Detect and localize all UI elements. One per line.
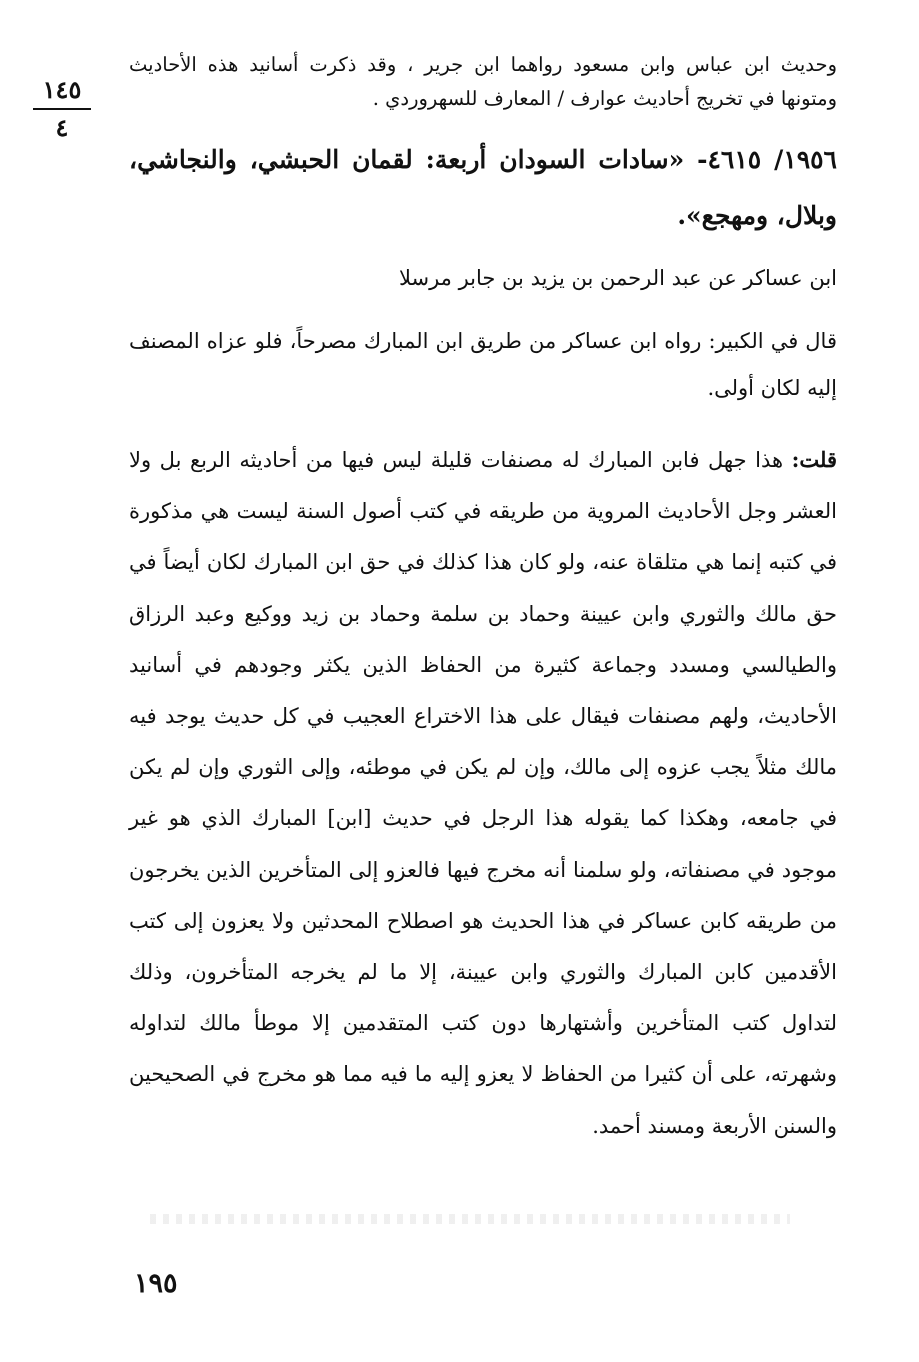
commentary-paragraph bbox=[129, 434, 837, 1152]
kabir-quote-paragraph: قال في الكبير: رواه ابن عساكر من طريق ابن المبارك مصرحاً، فلو عزاه المصنف إليه لكان أولى. bbox=[129, 329, 837, 400]
footnote-top-paragraph: وحديث ابن عباس وابن مسعود رواهما ابن جرير ، وقد ذكرت أسانيد هذه الأحاديث ومتونها في تخريج أحاديث عوارف / المعارف للسهروردي . bbox=[129, 53, 837, 110]
margin-reference-bottom: ٤ bbox=[55, 113, 69, 142]
commentary-text: هذا جهل فابن المبارك له مصنفات قليلة ليس فيها من أحاديثه الربع بل ولا العشر وجل الأحاديث المروية من طريقه في كتب أصول السنة ليست هي مذكورة في كتبه إنما هي متلقاة عنه، ولو كان هذا كذلك في حق ابن المبارك لكان أيضاً في حق مالك والثوري وابن عيينة وحماد بن سلمة وحماد بن زيد ووكيع وعبد الرزاق والطيالسي ومسدد وجماعة كثيرة من الحفاظ الذين يكثر وجودهم في أسانيد الأحاديث، ولهم مصنفات فيقال على هذا الاختراع العجيب في كل حديث يوجد فيه مالك مثلاً يجب عزوه إلى مالك، وإن لم يكن في موطئه، وإلى الثوري وإن لم يكن في جامعه، وهكذا كما يقوله هذا الرجل في حديث [ابن] المبارك الذي هو غير موجود في مصنفاته، ولو سلمنا أنه مخرج فيها فالعزو إلى المتأخرين الذين يخرجون من طريقه كابن عساكر في هذا الحديث هو اصطلاح المحدثين ولا يعزون إلى كتب الأقدمين كابن المبارك والثوري وابن عيينة، إلا ما لم يخرجه المتأخرون، وذلك لتداول كتب المتأخرين وأشتهارها دون كتب المتقدمين إلا موطأ مالك لتداوله وشهرته، على أن كثيرا من الحفاظ لا يعزو إليه ما فيه مما هو مخرج في الصحيحين والسنن الأربعة ومسند أحمد. bbox=[129, 448, 837, 1138]
margin-reference-rule bbox=[33, 108, 91, 110]
page-content bbox=[129, 48, 837, 1152]
page-number: ١٩٥ bbox=[134, 1268, 178, 1299]
hadith-entry: ١٩٥٦/ ٤٦١٥- «سادات السودان أربعة: لقمان الحبشي، والنجاشي، وبلال، ومهجع». bbox=[129, 145, 837, 230]
source-line: ابن عساكر عن عبد الرحمن بن يزيد بن جابر مرسلا bbox=[398, 266, 837, 290]
commentary-lead: قلت: bbox=[791, 447, 837, 472]
margin-reference bbox=[30, 75, 94, 142]
margin-reference-top: ١٤٥ bbox=[42, 75, 82, 104]
scan-noise-line bbox=[150, 1214, 790, 1224]
